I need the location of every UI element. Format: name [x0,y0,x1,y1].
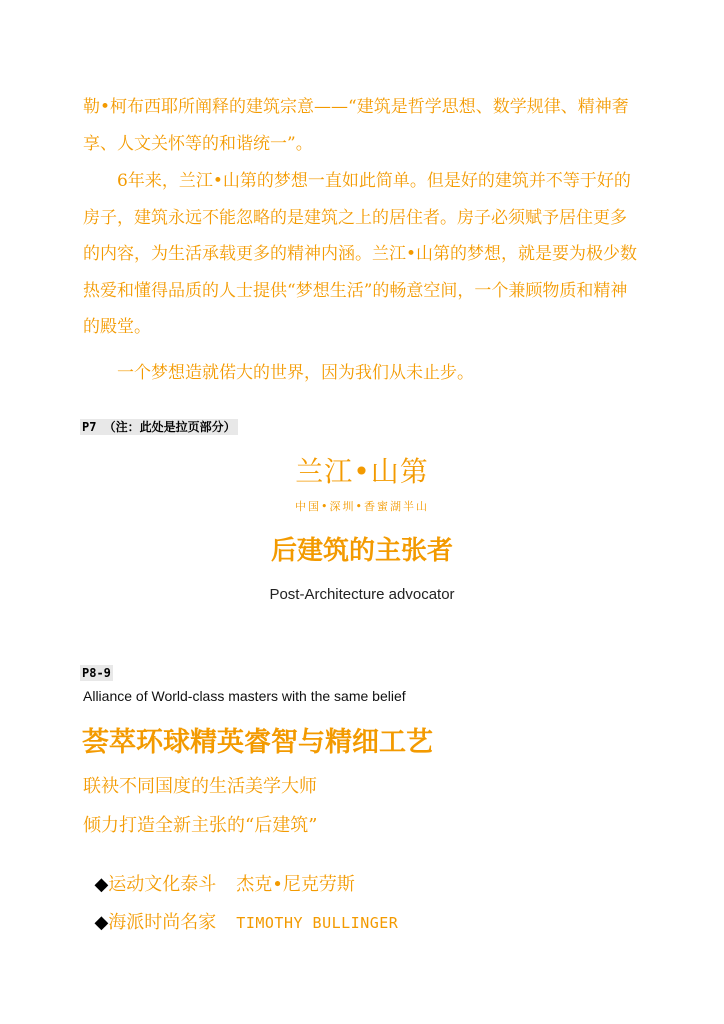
master-field: 海派时尚名家 [108,912,217,933]
master-name: TIMOTHY BULLINGER [236,914,399,932]
location-line: 中国•深圳•香蜜湖半山 [295,500,429,513]
master-name: 杰克•尼克劳斯 [236,874,355,895]
intro-paragraph-3: 一个梦想造就偌大的世界，因为我们从未止步。 [117,363,474,383]
intro-paragraph-1: 勒•柯布西耶所阐释的建筑宗意——“建筑是哲学思想、数学规律、精神奢享、人文关怀等的和谐统一”。 [83,97,629,154]
page-label-p7: P7 （注：此处是拉页部分） [82,420,236,434]
diamond-bullet-icon: ◆ [94,874,109,895]
diamond-bullet-icon: ◆ [94,912,109,933]
master-field: 运动文化泰斗 [108,874,217,895]
body-line-1: 联袂不同国度的生活美学大师 [83,776,317,797]
brand-title: 兰江•山第 [295,455,429,488]
intro-paragraph-2: 6年来，兰江•山第的梦想一直如此简单。但是好的建筑并不等于好的房子，建筑永远不能忽略的是建筑之上的居住者。房子必须赋予居住更多的内容，为生活承载更多的精神内涵。兰江•山第的梦想，就是要为极少数热爱和懂得品质的人士提供“梦想生活”的畅意空间，一个兼顾物质和精神的殿堂。 [83,171,638,337]
page-label-p8-9: P8-9 [82,666,111,680]
english-subtitle: Alliance of World-class masters with the same belief [83,688,406,704]
slogan-heading: 后建筑的主张者 [270,536,453,566]
slogan-english: Post-Architecture advocator [269,586,455,603]
section-headline: 荟萃环球精英睿智与精细工艺 [82,727,433,758]
master-item [83,887,398,934]
body-line-2: 倾力打造全新主张的“后建筑” [83,815,318,836]
